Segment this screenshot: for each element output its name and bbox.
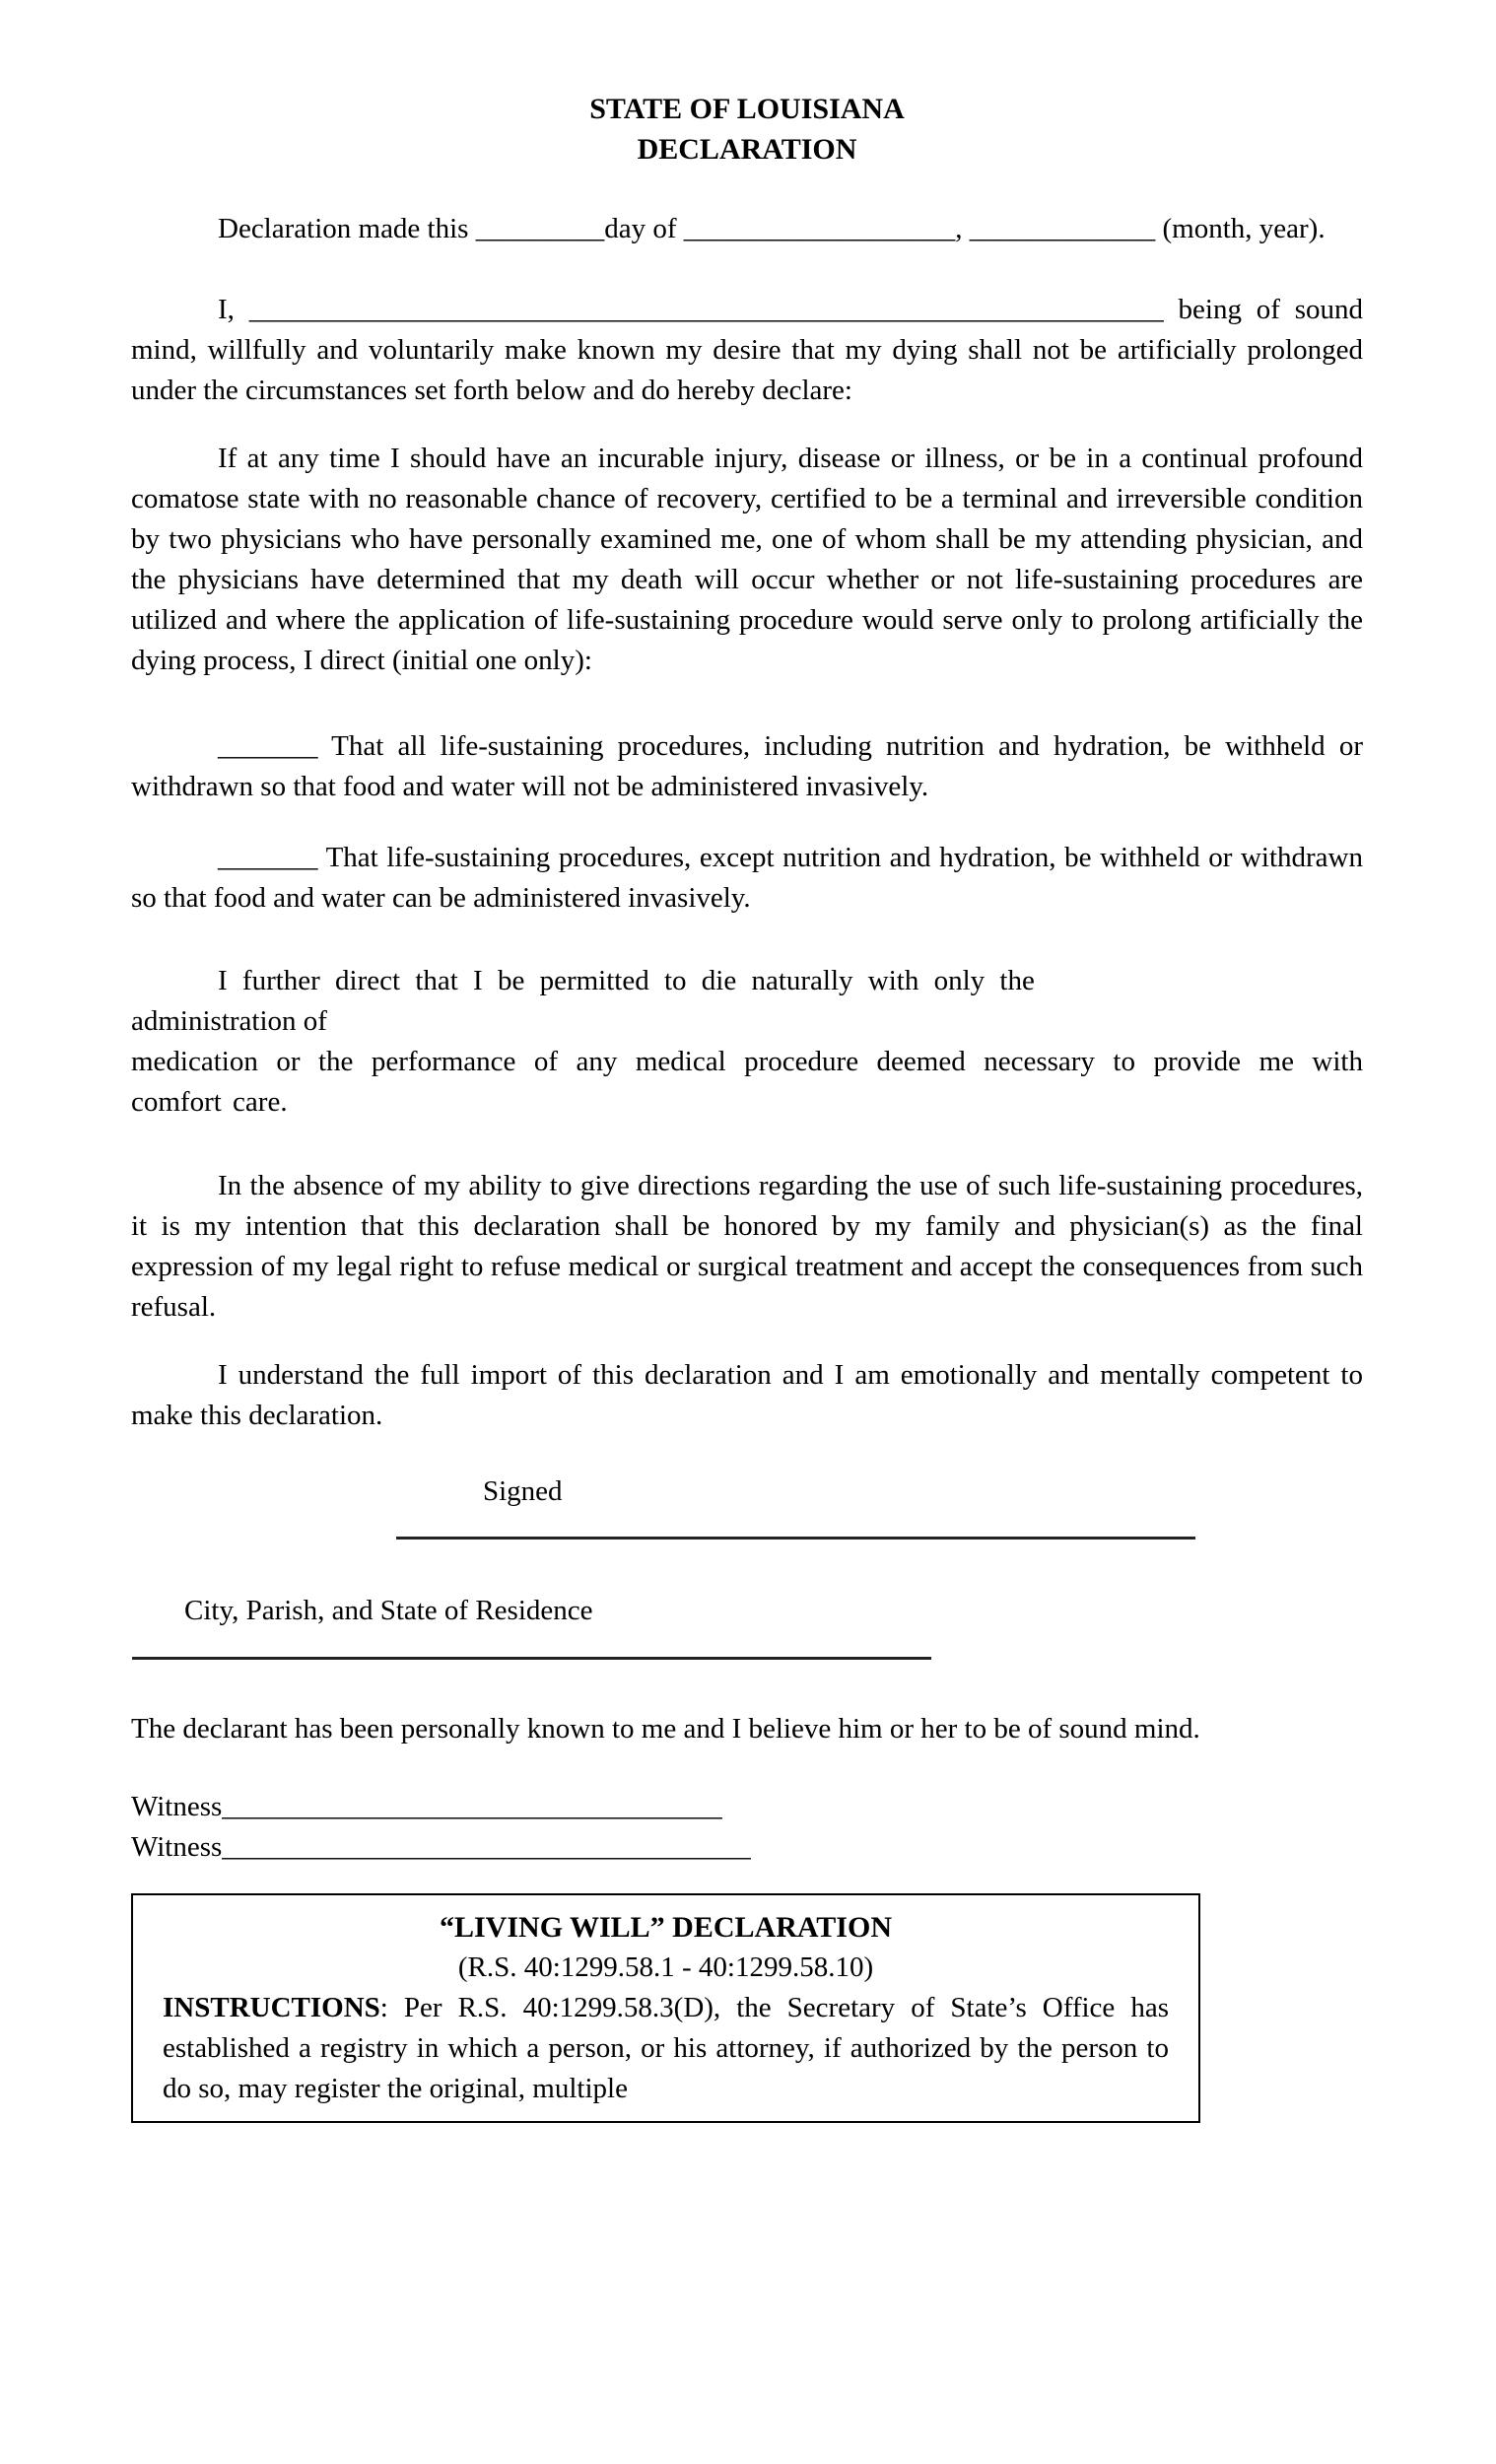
paragraph-absence-of-ability: In the absence of my ability to give directions regarding the use of such life-sustaining procedures, it is my intention that this declaration shall be honored by my family and physician(s) as the final expression of my legal right to refuse medical or surgical treatment and accept the consequences from such refusal. bbox=[131, 1170, 1363, 1323]
doc-title-line1: STATE OF LOUISIANA bbox=[589, 93, 905, 125]
instructions-text: : Per R.S. 40:1299.58.3(D), the Secretary of State’s Office has established a registry in which a person, or his attorney, if authorized by the person to do so, may register the original, multiple bbox=[163, 1992, 1169, 2104]
comfort-care-line1: I further direct that I be permitted to die naturally with only the bbox=[218, 965, 1035, 996]
comfort-care-line2: administration of bbox=[131, 1005, 327, 1037]
living-will-statute-box bbox=[131, 1893, 1200, 2123]
instructions-label: INSTRUCTIONS bbox=[163, 1992, 380, 2023]
witness-line-1: Witness___________________________________ bbox=[131, 1791, 722, 1822]
doc-title bbox=[131, 89, 1363, 170]
comfort-care-line3: medication or the performance of any medical procedure deemed necessary to provide me with comfort care. bbox=[131, 1046, 1363, 1118]
doc-title-line2: DECLARATION bbox=[637, 133, 857, 166]
signed-label: Signed bbox=[483, 1475, 563, 1507]
witness-line-2: Witness_____________________________________ bbox=[131, 1831, 751, 1863]
box-statute-reference: (R.S. 40:1299.58.1 - 40:1299.58.10) bbox=[457, 1951, 874, 1983]
paragraph-full-import: I understand the full import of this declaration and I am emotionally and mentally competent to make this declaration. bbox=[131, 1359, 1363, 1431]
paragraph-comfort-care bbox=[131, 961, 1363, 1123]
box-instructions bbox=[163, 1988, 1169, 2109]
paragraph-option-except-nutrition: _______ That life-sustaining procedures, except nutrition and hydration, be withheld or withdrawn so that food and water can be administered invasively. bbox=[131, 842, 1363, 914]
paragraph-option-withhold-all: _______ That all life-sustaining procedures, including nutrition and hydration, be withheld or withdrawn so that food and water will not be administered invasively. bbox=[131, 730, 1363, 802]
paragraph-declaration-date: Declaration made this _________day of ___________________, _____________ (month, year). bbox=[218, 213, 1326, 244]
paragraph-terminal-condition: If at any time I should have an incurable injury, disease or illness, or be in a continual profound comatose state with no reasonable chance of recovery, certified to be a terminal and irreversible condition by two physicians who have personally examined me, one of whom shall be my attending physician, and the physicians have determined that my death will occur whether or not life-sustaining procedures are utilized and where the application of life-sustaining procedure would serve only to prolong artificially the dying process, I direct (initial one only): bbox=[131, 443, 1363, 676]
signature-line bbox=[396, 1537, 1195, 1540]
box-title: “LIVING WILL” DECLARATION bbox=[440, 1911, 892, 1944]
witness-section bbox=[131, 1787, 1363, 1868]
residence-line bbox=[132, 1657, 931, 1660]
paragraph-declarant-name: I, ________________________________________________________________ being of sound mind, willfully and voluntarily make known my desire that my dying shall not be artificially prolonged under the circumstances set forth below and do hereby declare: bbox=[131, 294, 1363, 406]
residence-label: City, Parish, and State of Residence bbox=[184, 1595, 593, 1626]
paragraph-witness-attestation: The declarant has been personally known to me and I believe him or her to be of sound mind. bbox=[131, 1713, 1200, 1745]
